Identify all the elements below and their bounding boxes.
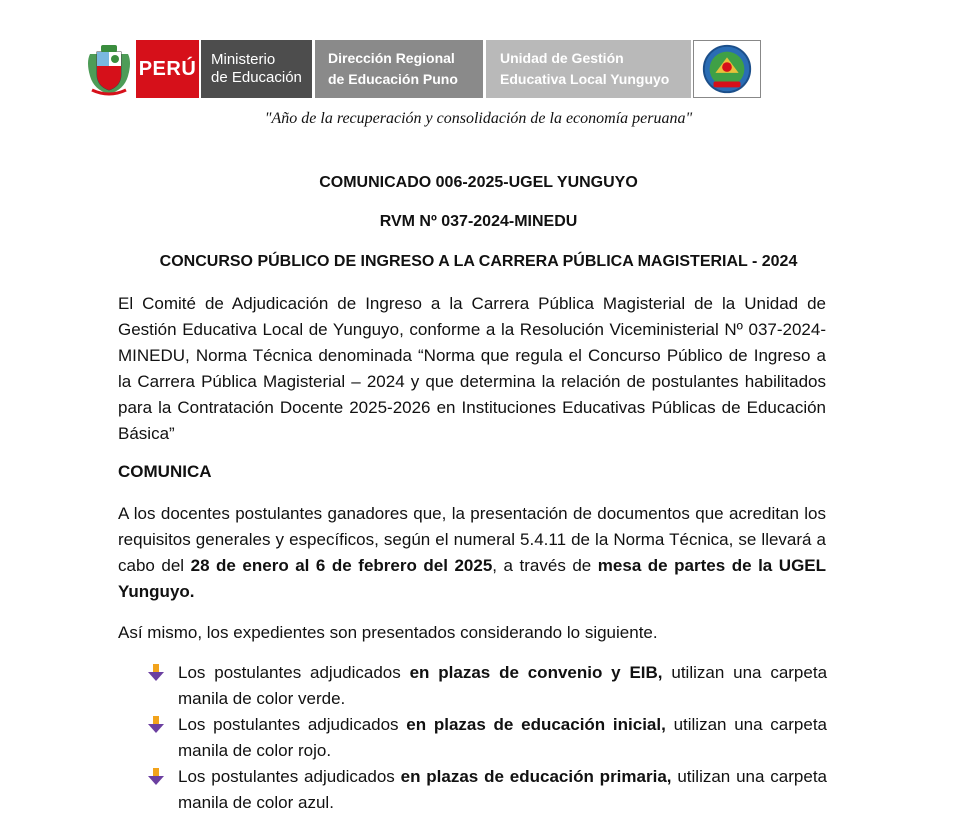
bullet-arrow-icon <box>147 664 165 682</box>
minedu-line1: Ministerio <box>211 51 276 68</box>
announcement-text-2: , a través de <box>492 556 598 575</box>
rvm-reference: RVM Nº 037-2024-MINEDU <box>379 213 578 230</box>
announcement-place: mesa de partes de la UGEL Yunguyo. <box>118 556 827 601</box>
bullet-text-post: utilizan una carpeta manila de color rojo. <box>178 715 828 760</box>
intro-paragraph: El Comité de Adjudicación de Ingreso a la Carrera Pública Magisterial de la Unidad de Gestión Educativa Local de Yunguyo, conforme a la Resolución Viceministerial Nº 037-2024-MINEDU, Norma Técnica denominada “Norma que regula el Concurso Público de Ingreso a la Carrera Pública Magisterial – 2024 y que determina la relación de postulantes habilitados para la Contratación Docente 2025-2026 en Instituciones Educativas Públicas de Educación Básica” <box>118 294 826 443</box>
announcement-dates: 28 de enero al 6 de febrero del 2025 <box>190 556 493 575</box>
ugel-line2: Educativa Local Yunguyo <box>500 71 670 87</box>
bullet-text-bold: en plazas de educación primaria, <box>400 767 672 786</box>
peru-label: PERÚ <box>136 40 199 98</box>
bullet-text-pre: Los postulantes adjudicados <box>178 767 401 786</box>
minedu-label <box>201 40 312 98</box>
list-item <box>147 712 827 764</box>
bullet-text-pre: Los postulantes adjudicados <box>178 715 407 734</box>
ugel-line1: Unidad de Gestión <box>500 50 624 66</box>
list-item <box>147 660 827 712</box>
ugel-seal-icon <box>693 40 761 98</box>
bullet-arrow-icon <box>147 716 165 734</box>
contest-title: CONCURSO PÚBLICO DE INGRESO A LA CARRERA PÚBLICA MAGISTERIAL - 2024 <box>159 253 798 270</box>
dre-line1: Dirección Regional <box>328 50 455 66</box>
bullet-text-post: utilizan una carpeta manila de color azul. <box>178 767 827 812</box>
dre-line2: de Educación Puno <box>328 71 458 87</box>
minedu-line2: de Educación <box>211 69 302 86</box>
bullet-arrow-icon <box>147 768 165 786</box>
bullet-text-bold: en plazas de convenio y EIB, <box>409 663 663 682</box>
ugel-label <box>486 40 691 98</box>
folder-color-list <box>147 660 827 816</box>
bullet-text-bold: en plazas de educación inicial, <box>406 715 666 734</box>
bullet-text-post: utilizan una carpeta manila de color verde. <box>178 663 828 708</box>
communique-number: COMUNICADO 006-2025-UGEL YUNGUYO <box>319 174 638 191</box>
peru-coat-of-arms-icon <box>84 40 134 98</box>
comunica-heading: COMUNICA <box>118 462 212 481</box>
announcement-text-1: A los docentes postulantes ganadores que, la presentación de documentos que acreditan los requisitos generales y específicos, según el numeral 5.4.11 de la Norma Técnica, se llevará a cabo del <box>118 504 826 575</box>
bullet-text-pre: Los postulantes adjudicados <box>178 663 410 682</box>
announcement-paragraph <box>118 501 826 605</box>
list-item <box>147 764 827 816</box>
dre-label <box>315 40 483 98</box>
also-paragraph: Así mismo, los expedientes son presentados considerando lo siguiente. <box>118 623 658 642</box>
year-motto: "Año de la recuperación y consolidación de la economía peruana" <box>264 110 693 127</box>
